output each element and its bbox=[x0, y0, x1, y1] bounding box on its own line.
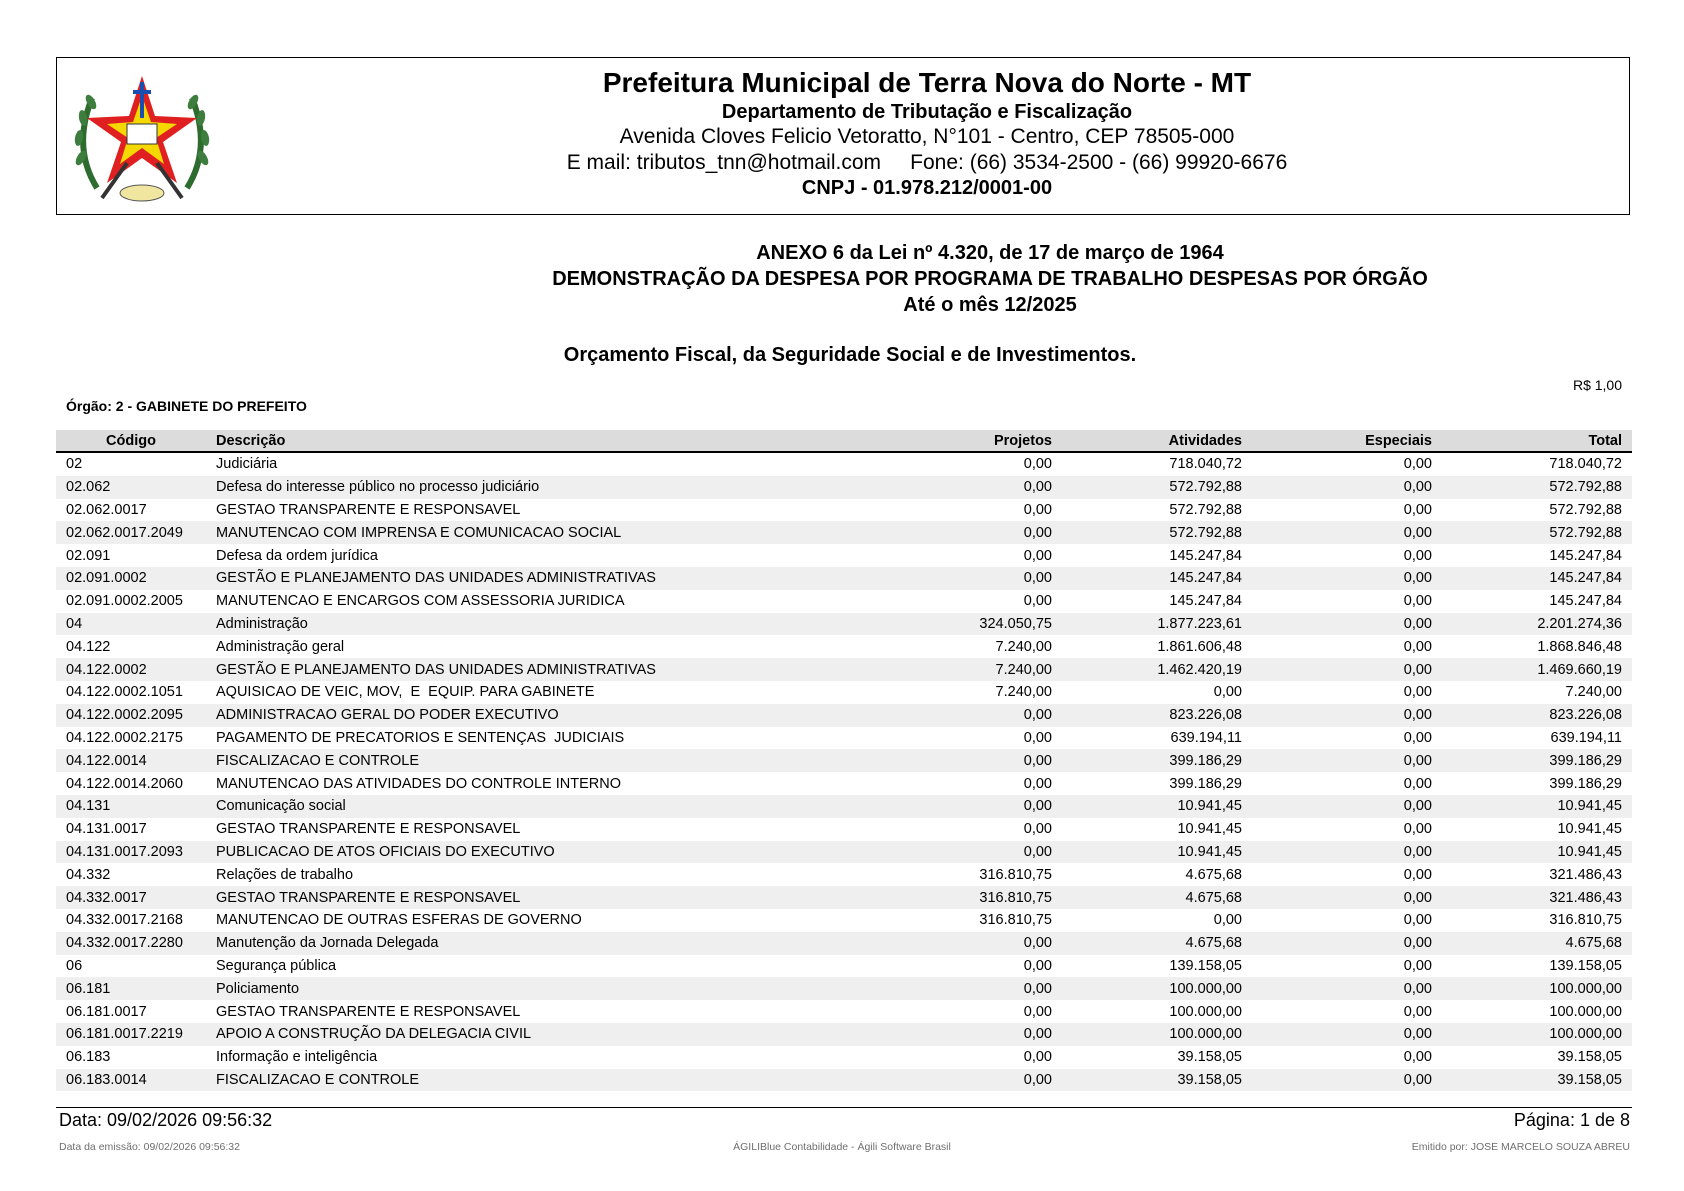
cell-projetos: 0,00 bbox=[872, 1023, 1062, 1046]
cell-especiais: 0,00 bbox=[1403, 501, 1432, 518]
cell-codigo: 06.181 bbox=[56, 977, 206, 1000]
cell-codigo: 04.122.0014.2060 bbox=[66, 775, 183, 792]
cell-descricao: APOIO A CONSTRUÇÃO DA DELEGACIA CIVIL bbox=[206, 1023, 872, 1046]
cell-total: 139.158,05 bbox=[1549, 957, 1622, 974]
table-row bbox=[56, 1069, 1632, 1092]
cell-atividades: 4.675,68 bbox=[1062, 932, 1252, 955]
cell-descricao: GESTÃO E PLANEJAMENTO DAS UNIDADES ADMINISTRATIVAS bbox=[206, 658, 872, 681]
table-row bbox=[56, 1000, 1632, 1023]
cell-total: 145.247,84 bbox=[1549, 547, 1622, 564]
cell-projetos: 7.240,00 bbox=[872, 658, 1062, 681]
table-row bbox=[56, 841, 1632, 864]
cell-especiais: 0,00 bbox=[1252, 841, 1442, 864]
cell-atividades: 0,00 bbox=[1213, 912, 1242, 929]
cell-codigo: 04.122.0002.2095 bbox=[56, 704, 206, 727]
cell-projetos: 0,00 bbox=[872, 704, 1062, 727]
table-row bbox=[56, 909, 1632, 932]
cell-atividades: 4.675,68 bbox=[1185, 866, 1242, 883]
cell-projetos: 0,00 bbox=[872, 795, 1062, 818]
cell-total: 4.675,68 bbox=[1442, 932, 1632, 955]
cell-codigo: 02.091 bbox=[66, 547, 111, 564]
table-row bbox=[56, 932, 1632, 955]
cell-total: 100.000,00 bbox=[1442, 1023, 1632, 1046]
cell-atividades: 1.877.223,61 bbox=[1062, 613, 1252, 636]
cell-atividades: 100.000,00 bbox=[1169, 1003, 1242, 1020]
cell-especiais: 0,00 bbox=[1403, 456, 1432, 473]
cell-codigo: 02 bbox=[66, 456, 83, 473]
cell-descricao: FISCALIZACAO E CONTROLE bbox=[206, 1069, 872, 1092]
cell-projetos: 7.240,00 bbox=[995, 684, 1052, 701]
cell-atividades: 145.247,84 bbox=[1062, 567, 1252, 590]
cell-codigo: 06 bbox=[66, 957, 83, 974]
table-row bbox=[56, 521, 1632, 544]
header-text-block bbox=[477, 66, 1377, 200]
table-row bbox=[56, 635, 1632, 658]
cell-especiais: 0,00 bbox=[1252, 977, 1442, 1000]
cell-descricao: MANUTENCAO E ENCARGOS COM ASSESSORIA JURIDICA bbox=[216, 593, 625, 610]
cell-projetos: 316.810,75 bbox=[979, 866, 1052, 883]
cell-projetos: 0,00 bbox=[1023, 501, 1052, 518]
col-header-projetos: Projetos bbox=[872, 430, 1062, 452]
cell-descricao: FISCALIZACAO E CONTROLE bbox=[206, 749, 872, 772]
cell-atividades: 39.158,05 bbox=[1177, 1049, 1242, 1066]
contact-line: E mail: tributos_tnn@hotmail.com Fone: (66) 3534-2500 - (66) 99920-6676 bbox=[566, 151, 1288, 174]
cell-descricao: GESTAO TRANSPARENTE E RESPONSAVEL bbox=[216, 821, 521, 838]
cell-codigo: 04.131.0017 bbox=[66, 821, 147, 838]
cell-descricao: Judiciária bbox=[216, 456, 278, 473]
cell-total: 10.941,45 bbox=[1442, 795, 1632, 818]
table-row bbox=[56, 749, 1632, 772]
cell-especiais: 0,00 bbox=[1403, 775, 1432, 792]
cell-descricao: Comunicação social bbox=[206, 795, 872, 818]
cell-codigo: 04.131.0017.2093 bbox=[56, 841, 206, 864]
table-row bbox=[56, 886, 1632, 909]
col-header-atividades: Atividades bbox=[1062, 430, 1252, 452]
cell-especiais: 0,00 bbox=[1252, 886, 1442, 909]
cell-atividades: 718.040,72 bbox=[1169, 456, 1242, 473]
table-row bbox=[56, 704, 1632, 727]
cell-total: 572.792,88 bbox=[1549, 501, 1622, 518]
cell-descricao: GESTAO TRANSPARENTE E RESPONSAVEL bbox=[216, 1003, 521, 1020]
cell-especiais: 0,00 bbox=[1252, 704, 1442, 727]
report-title-line-2: DEMONSTRAÇÃO DA DESPESA POR PROGRAMA DE TRABALHO DESPESAS POR ÓRGÃO bbox=[552, 268, 1428, 290]
cell-atividades: 572.792,88 bbox=[1062, 521, 1252, 544]
cell-especiais: 0,00 bbox=[1252, 1023, 1442, 1046]
cell-atividades: 10.941,45 bbox=[1062, 841, 1252, 864]
cell-projetos: 0,00 bbox=[872, 1069, 1062, 1092]
table-row bbox=[56, 795, 1632, 818]
cell-codigo: 06.181.0017.2219 bbox=[56, 1023, 206, 1046]
cell-atividades: 10.941,45 bbox=[1177, 821, 1242, 838]
cell-projetos: 0,00 bbox=[1023, 456, 1052, 473]
cell-descricao: ADMINISTRACAO GERAL DO PODER EXECUTIVO bbox=[206, 704, 872, 727]
table-row bbox=[56, 681, 1632, 704]
cell-codigo: 04.122.0002.2175 bbox=[66, 729, 183, 746]
issued-by: Emitido por: JOSE MARCELO SOUZA ABREU bbox=[1411, 1141, 1630, 1153]
cell-especiais: 0,00 bbox=[1252, 749, 1442, 772]
cell-descricao: AQUISICAO DE VEIC, MOV, E EQUIP. PARA GABINETE bbox=[216, 684, 595, 701]
cell-especiais: 0,00 bbox=[1403, 684, 1432, 701]
table-row bbox=[56, 977, 1632, 1000]
cell-total: 1.469.660,19 bbox=[1442, 658, 1632, 681]
table-row bbox=[56, 613, 1632, 636]
cell-atividades: 639.194,11 bbox=[1170, 729, 1242, 746]
emission-date: Data da emissão: 09/02/2026 09:56:32 bbox=[59, 1141, 240, 1153]
cell-descricao: Administração bbox=[206, 613, 872, 636]
table-body bbox=[56, 452, 1632, 1091]
cell-codigo: 04.122 bbox=[66, 638, 111, 655]
cell-projetos: 0,00 bbox=[1023, 547, 1052, 564]
table-row bbox=[56, 452, 1632, 476]
cell-atividades: 1.861.606,48 bbox=[1157, 638, 1242, 655]
cell-especiais: 0,00 bbox=[1403, 1003, 1432, 1020]
cell-especiais: 0,00 bbox=[1252, 476, 1442, 499]
cell-codigo: 02.091.0002.2005 bbox=[66, 593, 183, 610]
cell-total: 7.240,00 bbox=[1565, 684, 1622, 701]
table-row bbox=[56, 772, 1632, 795]
currency-unit: R$ 1,00 bbox=[1572, 377, 1622, 393]
cell-codigo: 06.183 bbox=[66, 1049, 111, 1066]
cell-projetos: 0,00 bbox=[872, 749, 1062, 772]
address-line: Avenida Cloves Felicio Vetoratto, N°101 - Centro, CEP 78505-000 bbox=[619, 125, 1235, 148]
cell-codigo: 04.122.0002.1051 bbox=[66, 684, 183, 701]
cell-projetos: 0,00 bbox=[872, 932, 1062, 955]
cell-total: 100.000,00 bbox=[1442, 977, 1632, 1000]
cell-descricao: GESTAO TRANSPARENTE E RESPONSAVEL bbox=[216, 501, 521, 518]
cell-projetos: 0,00 bbox=[872, 521, 1062, 544]
cell-descricao: GESTAO TRANSPARENTE E RESPONSAVEL bbox=[206, 886, 872, 909]
municipal-coat-of-arms-logo bbox=[67, 68, 217, 208]
cell-descricao: Relações de trabalho bbox=[216, 866, 354, 883]
cell-codigo: 02.062.0017 bbox=[66, 501, 147, 518]
cell-projetos: 7.240,00 bbox=[995, 638, 1052, 655]
table-row bbox=[56, 818, 1632, 841]
footer-divider bbox=[56, 1107, 1632, 1108]
cell-total: 718.040,72 bbox=[1549, 456, 1622, 473]
cell-atividades: 399.186,29 bbox=[1062, 749, 1252, 772]
cell-codigo: 04.122.0002 bbox=[56, 658, 206, 681]
cell-projetos: 324.050,75 bbox=[872, 613, 1062, 636]
prefeitura-title: Prefeitura Municipal de Terra Nova do Norte - MT bbox=[602, 67, 1252, 98]
table-row bbox=[56, 567, 1632, 590]
cell-projetos: 0,00 bbox=[872, 977, 1062, 1000]
cell-descricao: Informação e inteligência bbox=[216, 1049, 378, 1066]
cell-total: 399.186,29 bbox=[1549, 775, 1622, 792]
cell-especiais: 0,00 bbox=[1403, 729, 1432, 746]
software-credit: ÁGILIBlue Contabilidade - Ágili Software Brasil bbox=[733, 1141, 951, 1153]
cell-total: 399.186,29 bbox=[1442, 749, 1632, 772]
cell-projetos: 316.810,75 bbox=[872, 886, 1062, 909]
cell-total: 572.792,88 bbox=[1442, 476, 1632, 499]
cell-descricao: PUBLICACAO DE ATOS OFICIAIS DO EXECUTIVO bbox=[206, 841, 872, 864]
col-header-especiais: Especiais bbox=[1252, 430, 1442, 452]
cell-especiais: 0,00 bbox=[1403, 547, 1432, 564]
cell-projetos: 0,00 bbox=[872, 567, 1062, 590]
cell-atividades: 139.158,05 bbox=[1169, 957, 1242, 974]
cell-atividades: 100.000,00 bbox=[1062, 977, 1252, 1000]
cell-total: 321.486,43 bbox=[1442, 886, 1632, 909]
cell-codigo: 06.183.0014 bbox=[56, 1069, 206, 1092]
cell-total: 316.810,75 bbox=[1549, 912, 1622, 929]
cell-projetos: 0,00 bbox=[1023, 729, 1052, 746]
budget-subtitle: Orçamento Fiscal, da Seguridade Social e de Investimentos. bbox=[563, 344, 1137, 366]
cell-codigo: 06.181.0017 bbox=[66, 1003, 147, 1020]
cell-descricao: Administração geral bbox=[216, 638, 345, 655]
cell-projetos: 0,00 bbox=[872, 841, 1062, 864]
cell-projetos: 0,00 bbox=[872, 476, 1062, 499]
table-row bbox=[56, 1023, 1632, 1046]
cell-total: 100.000,00 bbox=[1549, 1003, 1622, 1020]
cell-descricao: GESTÃO E PLANEJAMENTO DAS UNIDADES ADMINISTRATIVAS bbox=[206, 567, 872, 590]
cell-especiais: 0,00 bbox=[1252, 932, 1442, 955]
table-row bbox=[56, 727, 1632, 750]
cell-especiais: 0,00 bbox=[1252, 795, 1442, 818]
table-row bbox=[56, 544, 1632, 567]
cell-atividades: 572.792,88 bbox=[1062, 476, 1252, 499]
report-title bbox=[460, 240, 1520, 318]
report-title-line-3: Até o mês 12/2025 bbox=[903, 294, 1077, 316]
cell-codigo: 02.062 bbox=[56, 476, 206, 499]
cell-total: 10.941,45 bbox=[1557, 821, 1622, 838]
cell-projetos: 0,00 bbox=[1023, 821, 1052, 838]
cell-atividades: 100.000,00 bbox=[1062, 1023, 1252, 1046]
cell-total: 39.158,05 bbox=[1557, 1049, 1622, 1066]
cell-total: 2.201.274,36 bbox=[1442, 613, 1632, 636]
cell-descricao: Policiamento bbox=[206, 977, 872, 1000]
header-box bbox=[56, 57, 1630, 215]
cell-atividades: 145.247,84 bbox=[1169, 547, 1242, 564]
cell-especiais: 0,00 bbox=[1252, 658, 1442, 681]
table-row bbox=[56, 499, 1632, 522]
cell-descricao: PAGAMENTO DE PRECATORIOS E SENTENÇAS JUDICIAIS bbox=[216, 729, 625, 746]
cell-especiais: 0,00 bbox=[1252, 567, 1442, 590]
cell-descricao: Manutenção da Jornada Delegada bbox=[206, 932, 872, 955]
cell-atividades: 145.247,84 bbox=[1169, 593, 1242, 610]
cell-codigo: 04.122.0014 bbox=[56, 749, 206, 772]
page-number: Página: 1 de 8 bbox=[1513, 1110, 1630, 1130]
cell-especiais: 0,00 bbox=[1403, 957, 1432, 974]
cell-atividades: 4.675,68 bbox=[1062, 886, 1252, 909]
cell-projetos: 0,00 bbox=[1023, 593, 1052, 610]
cell-especiais: 0,00 bbox=[1252, 613, 1442, 636]
cell-especiais: 0,00 bbox=[1252, 521, 1442, 544]
expense-table bbox=[56, 430, 1632, 1091]
cell-descricao: Defesa do interesse público no processo judiciário bbox=[206, 476, 872, 499]
table-row bbox=[56, 863, 1632, 886]
col-header-descricao: Descrição bbox=[206, 430, 872, 452]
cell-total: 39.158,05 bbox=[1442, 1069, 1632, 1092]
cell-descricao: MANUTENCAO DE OUTRAS ESFERAS DE GOVERNO bbox=[216, 912, 582, 929]
cell-projetos: 0,00 bbox=[1023, 775, 1052, 792]
cell-especiais: 0,00 bbox=[1403, 866, 1432, 883]
cell-projetos: 0,00 bbox=[1023, 1049, 1052, 1066]
department-name: Departamento de Tributação e Fiscalização bbox=[721, 101, 1133, 123]
cell-atividades: 399.186,29 bbox=[1169, 775, 1242, 792]
cell-atividades: 823.226,08 bbox=[1062, 704, 1252, 727]
cell-especiais: 0,00 bbox=[1403, 638, 1432, 655]
cell-atividades: 1.462.420,19 bbox=[1062, 658, 1252, 681]
cell-codigo: 04 bbox=[56, 613, 206, 636]
cell-codigo: 04.332.0017.2280 bbox=[56, 932, 206, 955]
table-row bbox=[56, 590, 1632, 613]
table-row bbox=[56, 476, 1632, 499]
table-row bbox=[56, 955, 1632, 978]
cell-total: 145.247,84 bbox=[1442, 567, 1632, 590]
cell-codigo: 04.131 bbox=[56, 795, 206, 818]
cell-projetos: 316.810,75 bbox=[979, 912, 1052, 929]
cell-total: 823.226,08 bbox=[1442, 704, 1632, 727]
cell-atividades: 572.792,88 bbox=[1169, 501, 1242, 518]
cell-total: 321.486,43 bbox=[1549, 866, 1622, 883]
cell-especiais: 0,00 bbox=[1252, 1069, 1442, 1092]
col-header-codigo: Código bbox=[56, 430, 206, 452]
cell-projetos: 0,00 bbox=[1023, 957, 1052, 974]
cell-especiais: 0,00 bbox=[1403, 912, 1432, 929]
footer-date: Data: 09/02/2026 09:56:32 bbox=[59, 1110, 273, 1130]
cell-total: 639.194,11 bbox=[1550, 729, 1622, 746]
cell-total: 1.868.846,48 bbox=[1537, 638, 1622, 655]
cell-atividades: 10.941,45 bbox=[1062, 795, 1252, 818]
table-row bbox=[56, 1046, 1632, 1069]
cell-atividades: 0,00 bbox=[1213, 684, 1242, 701]
cell-codigo: 04.332.0017 bbox=[56, 886, 206, 909]
cell-especiais: 0,00 bbox=[1403, 593, 1432, 610]
cell-descricao: MANUTENCAO DAS ATIVIDADES DO CONTROLE INTERNO bbox=[216, 775, 621, 792]
cnpj-line: CNPJ - 01.978.212/0001-00 bbox=[801, 177, 1053, 199]
cell-atividades: 39.158,05 bbox=[1062, 1069, 1252, 1092]
cell-especiais: 0,00 bbox=[1403, 1049, 1432, 1066]
cell-especiais: 0,00 bbox=[1403, 821, 1432, 838]
cell-descricao: Segurança pública bbox=[216, 957, 337, 974]
cell-total: 572.792,88 bbox=[1442, 521, 1632, 544]
cell-total: 145.247,84 bbox=[1549, 593, 1622, 610]
cell-descricao: Defesa da ordem jurídica bbox=[216, 547, 378, 564]
cell-codigo: 02.062.0017.2049 bbox=[56, 521, 206, 544]
table-header-row bbox=[56, 430, 1632, 452]
cell-projetos: 0,00 bbox=[1023, 1003, 1052, 1020]
report-title-line-1: ANEXO 6 da Lei nº 4.320, de 17 de março de 1964 bbox=[756, 242, 1224, 264]
col-header-total: Total bbox=[1442, 430, 1632, 452]
orgao-label: Órgão: 2 - GABINETE DO PREFEITO bbox=[66, 398, 307, 414]
cell-codigo: 02.091.0002 bbox=[56, 567, 206, 590]
cell-descricao: MANUTENCAO COM IMPRENSA E COMUNICACAO SOCIAL bbox=[206, 521, 872, 544]
table-row bbox=[56, 658, 1632, 681]
cell-codigo: 04.332.0017.2168 bbox=[66, 912, 183, 929]
cell-total: 10.941,45 bbox=[1442, 841, 1632, 864]
cell-codigo: 04.332 bbox=[66, 866, 111, 883]
